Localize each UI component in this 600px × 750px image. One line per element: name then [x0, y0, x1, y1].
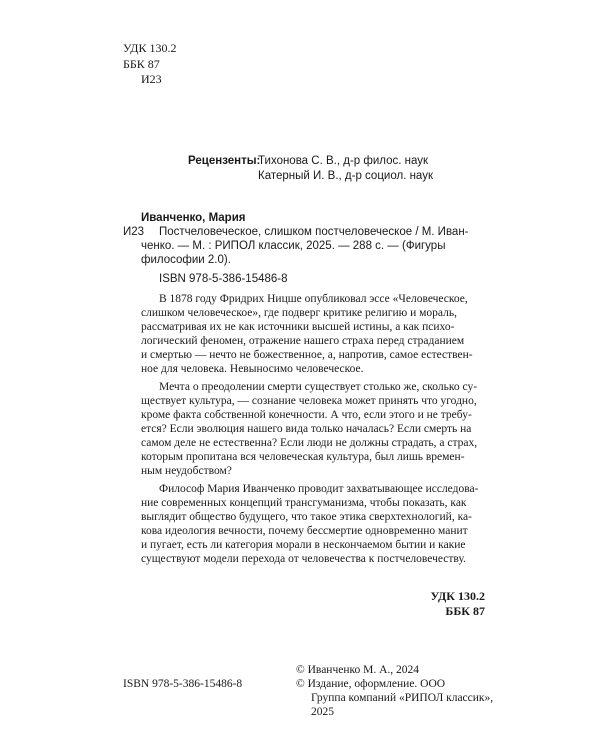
record-desc-line-2: ченко. — М. : РИПОЛ классик, 2025. — 288 с. — (Фигуры	[141, 240, 446, 252]
abstract-line: ным неудобством?	[141, 465, 232, 477]
record-desc-line-3: философии 2.0).	[141, 254, 231, 266]
abstract-line: ется? Если эволюция нашего вида только началась? Если смерть на	[141, 423, 472, 435]
abstract-line: и смертью — нечто не божественное, а, напротив, самое естествен-	[141, 349, 473, 361]
record-mark: И23	[123, 226, 145, 238]
abstract-line: ществует культура, — сознание человека может принять что угодно,	[141, 395, 477, 407]
copyright-publisher: © Издание, оформление. ООО	[296, 678, 446, 690]
record-isbn: ISBN 978-5-386-15486-8	[159, 273, 288, 285]
abstract-line: кова идеология вечности, почему бессмертие одновременно манит	[141, 525, 468, 537]
bbk-code-top: ББК 87	[123, 57, 160, 71]
abstract-line: существуют модели перехода от человечества к постчеловечеству.	[141, 553, 466, 565]
abstract-line: Мечта о преодолении смерти существует столько же, сколько су-	[159, 381, 478, 393]
copyright-publisher-cont: Группа компаний «РИПОЛ классик»,	[311, 692, 494, 704]
abstract-line: и пугает, есть ли категория морали в нескончаемом бытии и какие	[141, 539, 466, 551]
abstract-line: рассматривая их не как источники высшей истины, а как психо-	[141, 321, 455, 333]
author-mark-top: И23	[141, 72, 162, 86]
record-desc-line-1: Постчеловеческое, слишком постчеловеческое / М. Иван-	[159, 226, 469, 238]
abstract-line: В 1878 году Фридрих Ницше опубликовал эссе «Человеческое,	[159, 293, 468, 305]
copyright-year: 2025	[311, 706, 334, 718]
abstract-line: кроме факта собственной конечности. А что, если этого и не требу-	[141, 409, 472, 421]
abstract-line: ние современных концепций трансгуманизма, чтобы показать, как	[141, 497, 467, 509]
abstract-line: самом деле не естественна? Если люди не должны страдать, а страх,	[141, 437, 478, 449]
footer-isbn: ISBN 978-5-386-15486-8	[123, 678, 243, 690]
abstract-line: ное для человека. Невыносимо человеческое.	[141, 363, 364, 375]
reviewer-1: Тихонова С. В., д-р филос. наук	[258, 155, 429, 167]
udk-code-bottom: УДК 130.2	[430, 589, 485, 603]
abstract-line: логический феномен, отражение нашего страха перед страданием	[141, 335, 465, 347]
udk-code-top: УДК 130.2	[123, 41, 177, 55]
abstract-line: выглядит общество будущего, что такое этика сверхтехнологий, ка-	[141, 511, 472, 523]
reviewers-label: Рецензенты:	[188, 155, 261, 167]
abstract-line: Философ Мария Иванченко проводит захватывающее исследова-	[159, 483, 479, 495]
bbk-code-bottom: ББК 87	[445, 604, 485, 618]
abstract-line: слишком человеческое», где подверг критике религию и мораль,	[141, 307, 457, 319]
reviewer-2: Катерный И. В., д-р социол. наук	[258, 170, 433, 182]
abstract-line: которым пропитана вся человеческая культура, был лишь времен-	[141, 451, 465, 463]
record-author: Иванченко, Мария	[141, 212, 246, 224]
copyright-author: © Иванченко М. А., 2024	[296, 664, 420, 676]
